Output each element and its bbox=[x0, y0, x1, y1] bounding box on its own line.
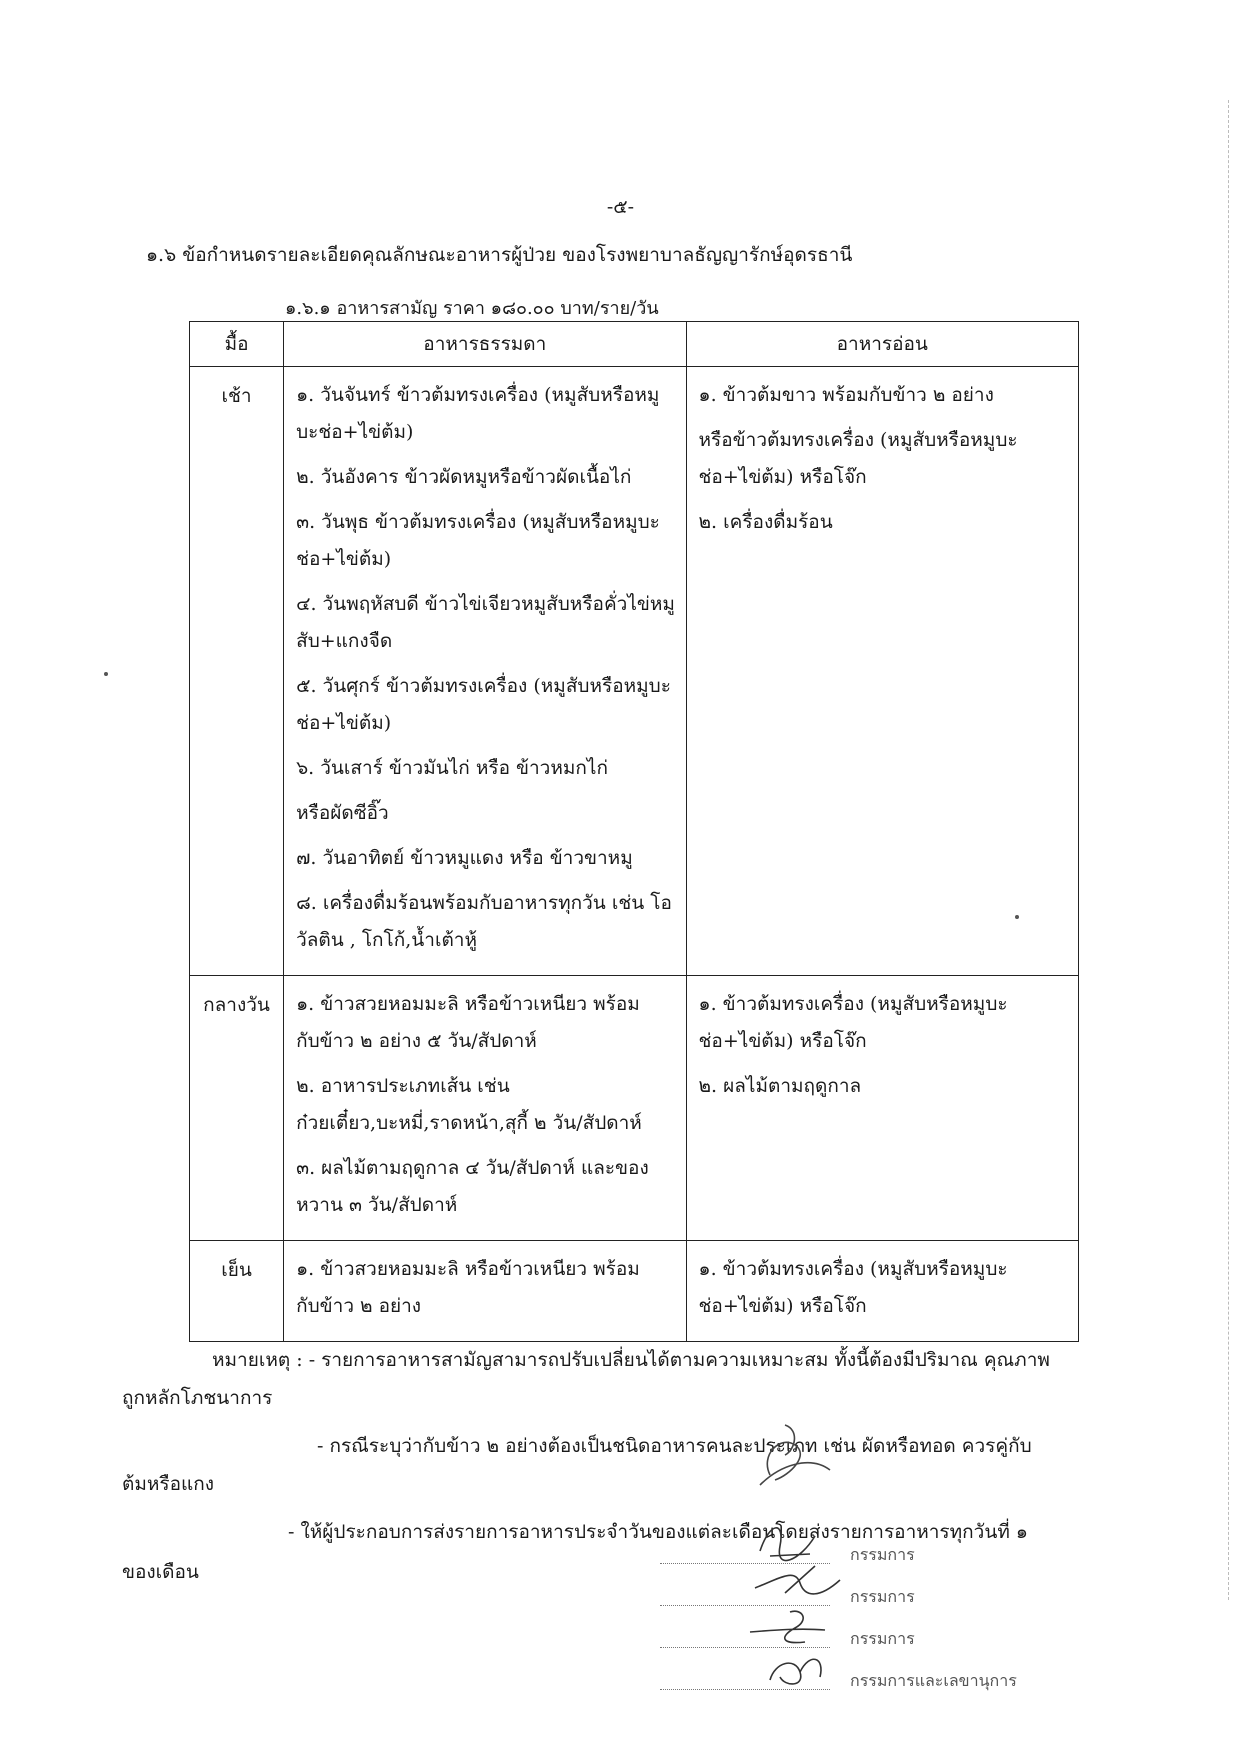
section-heading: ๑.๖ ข้อกำหนดรายละเอียดคุณลักษณะอาหารผู้ป่วย ของโรงพยาบาลธัญญารักษ์อุดรธานี bbox=[146, 244, 853, 266]
list-item: ๓. วันพุธ ข้าวต้มทรงเครื่อง (หมูสับหรือหมูบะช่อ+ไข่ต้ม) bbox=[296, 511, 660, 570]
meal-lunch: กลางวัน bbox=[190, 976, 284, 1241]
header-regular-food: อาหารธรรมดา bbox=[284, 322, 686, 367]
meal-spec-table bbox=[189, 321, 1079, 1342]
signature-line bbox=[650, 1530, 1110, 1570]
dinner-regular-list bbox=[284, 1241, 686, 1342]
lunch-soft-list bbox=[686, 976, 1078, 1241]
note-2: - กรณีระบุว่ากับข้าว ๒ อย่างต้องเป็นชนิดอาหารคนละประเภท เช่น ผัดหรือทอด ควรคู่กับ bbox=[317, 1435, 1032, 1457]
list-item: ๒. เครื่องดื่มร้อน bbox=[698, 511, 833, 533]
signature-scribble bbox=[740, 1642, 860, 1692]
header-soft-food: อาหารอ่อน bbox=[686, 322, 1078, 367]
table-header-row bbox=[190, 322, 1079, 367]
list-item: ๖. วันเสาร์ ข้าวมันไก่ หรือ ข้าวหมกไก่ bbox=[296, 757, 608, 779]
list-item: ๒. อาหารประเภทเส้น เช่น ก๋วยเตี๋ยว,บะหมี่,ราดหน้า,สุกี้ ๒ วัน/สัปดาห์ bbox=[296, 1075, 642, 1134]
signature-line bbox=[650, 1656, 1110, 1696]
list-item: ๑. ข้าวต้มทรงเครื่อง (หมูสับหรือหมูบะช่อ+ไข่ต้ม) หรือโจ๊ก bbox=[698, 993, 1008, 1052]
list-item: ๓. ผลไม้ตามฤดูกาล ๔ วัน/สัปดาห์ และของหวาน ๓ วัน/สัปดาห์ bbox=[296, 1157, 649, 1216]
list-item: หรือข้าวต้มทรงเครื่อง (หมูสับหรือหมูบะช่อ+ไข่ต้ม) หรือโจ๊ก bbox=[698, 429, 1018, 488]
initials-scribble bbox=[700, 1415, 850, 1495]
note-2-continued: ต้มหรือแกง bbox=[122, 1473, 215, 1495]
note-3-continued: ของเดือน bbox=[122, 1561, 199, 1583]
meal-breakfast: เช้า bbox=[190, 367, 284, 976]
note-1: หมายเหตุ : - รายการอาหารสามัญสามารถปรับเปลี่ยนได้ตามความเหมาะสม ทั้งนี้ต้องมีปริมาณ คุณภาพ bbox=[212, 1349, 1050, 1371]
meal-dinner: เย็น bbox=[190, 1241, 284, 1342]
sub-heading: ๑.๖.๑ อาหารสามัญ ราคา ๑๘๐.๐๐ บาท/ราย/วัน bbox=[285, 298, 659, 319]
list-item: ๑. ข้าวสวยหอมมะลิ หรือข้าวเหนียว พร้อมกับข้าว ๒ อย่าง bbox=[296, 1258, 640, 1317]
table-row-dinner bbox=[190, 1241, 1079, 1342]
breakfast-soft-list bbox=[686, 367, 1078, 976]
list-item: หรือผัดซีอิ๊ว bbox=[296, 802, 389, 824]
signature-line bbox=[650, 1614, 1110, 1654]
note-1-continued: ถูกหลักโภชนาการ bbox=[122, 1387, 273, 1409]
note-3: - ให้ผู้ประกอบการส่งรายการอาหารประจำวันของแต่ละเดือนโดยส่งรายการอาหารทุกวันที่ ๑ bbox=[288, 1521, 1028, 1543]
scan-edge-line bbox=[1228, 100, 1229, 1600]
lunch-regular-list bbox=[284, 976, 686, 1241]
list-item: ๑. ข้าวต้มขาว พร้อมกับข้าว ๒ อย่าง bbox=[698, 384, 994, 406]
list-item: ๕. วันศุกร์ ข้าวต้มทรงเครื่อง (หมูสับหรือหมูบะช่อ+ไข่ต้ม) bbox=[296, 675, 671, 734]
signature-role: กรรมการ bbox=[850, 1545, 915, 1564]
list-item: ๑. วันจันทร์ ข้าวต้มทรงเครื่อง (หมูสับหรือหมูบะช่อ+ไข่ต้ม) bbox=[296, 384, 660, 443]
signature-role: กรรมการ bbox=[850, 1629, 915, 1648]
breakfast-regular-list bbox=[284, 367, 686, 976]
list-item: ๔. วันพฤหัสบดี ข้าวไข่เจียวหมูสับหรือคั่วไข่หมูสับ+แกงจืด bbox=[296, 593, 675, 652]
list-item: ๑. ข้าวต้มทรงเครื่อง (หมูสับหรือหมูบะช่อ+ไข่ต้ม) หรือโจ๊ก bbox=[698, 1258, 1008, 1317]
dinner-soft-list bbox=[686, 1241, 1078, 1342]
list-item: ๘. เครื่องดื่มร้อนพร้อมกับอาหารทุกวัน เช่น โอวัลติน , โกโก้,น้ำเต้าหู้ bbox=[296, 892, 672, 951]
scan-speck bbox=[104, 672, 108, 676]
page-number: -๕- bbox=[606, 196, 635, 218]
header-meal: มื้อ bbox=[190, 322, 284, 367]
list-item: ๒. ผลไม้ตามฤดูกาล bbox=[698, 1075, 862, 1097]
list-item: ๑. ข้าวสวยหอมมะลิ หรือข้าวเหนียว พร้อมกับข้าว ๒ อย่าง ๕ วัน/สัปดาห์ bbox=[296, 993, 640, 1052]
signature-role: กรรมการและเลขานุการ bbox=[850, 1671, 1017, 1690]
signature-line bbox=[650, 1572, 1110, 1612]
signature-role: กรรมการ bbox=[850, 1587, 915, 1606]
list-item: ๗. วันอาทิตย์ ข้าวหมูแดง หรือ ข้าวขาหมู bbox=[296, 847, 633, 869]
table-row-breakfast bbox=[190, 367, 1079, 976]
list-item: ๒. วันอังคาร ข้าวผัดหมูหรือข้าวผัดเนื้อไก่ bbox=[296, 466, 632, 488]
table-row-lunch bbox=[190, 976, 1079, 1241]
